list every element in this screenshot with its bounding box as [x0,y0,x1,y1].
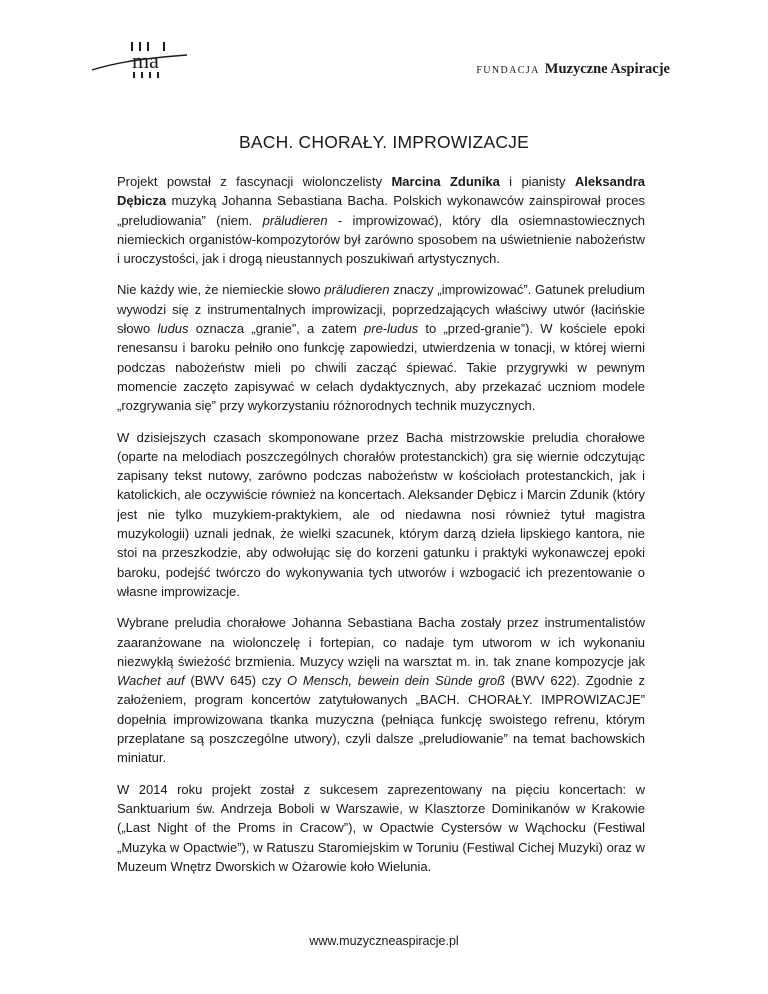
brand-name: Muzyczne Aspiracje [544,61,670,77]
italic-term: präludieren [324,282,390,298]
logo-lettering: ma [132,48,159,73]
paragraph [117,428,645,602]
italic-term: pre-ludus [364,321,419,337]
text-run: - improwizować), który dla osiemnastowiecznych niemieckich organistów-kompozytorów był zarówno sposobem na uświetnienie nabożeństw i uroczystości, jak i drogą nieustannych poszukiwań artystycznych. [117,212,645,267]
text-run: oznacza „granie”, a zatem [188,321,365,337]
text-run: Wybrane preludia chorałowe Johanna Sebastiana Bacha zostały przez instrumentalistów zaaranżowane na wiolonczelę i fortepian, co nadaje tym utworom w ich wykonaniu niezwykłą świeżość brzmienia. Muzycy wzięli na warsztat m. in. tak znane kompozycje jak [117,615,645,669]
text-run: Nie każdy wie, że niemieckie słowo [117,282,325,298]
brand-prefix: FUNDACJA [476,65,540,76]
italic-term: Wachet auf [117,673,185,689]
text-run: znaczy „improwizować”. Gatunek preludium wywodzi się z instrumentalnych improwizacji, poprzedzających właściwy utwór (łacińskie słowo [117,282,645,337]
foundation-logo [92,40,192,80]
paragraph [117,280,645,415]
text-run: W 2014 roku projekt został z sukcesem zaprezentowany na pięciu koncertach: w Sanktuarium św. Andrzeja Boboli w Warszawie, w Klasztorze Dominikanów w Krakowie („Last Night of the Proms in Cracow”), w Opactwie Cystersów w Wąchocku (Festiwal „Muzyka w Opactwie”), w Ratuszu Staromiejskim w Toruniu (Festiwal Cichej Muzyki) oraz w Muzeum Wnętrz Dworskich w Ożarowie koło Wielunia. [117,781,645,874]
italic-term: ludus [157,321,189,337]
text-run: Projekt powstał z fascynacji wiolonczelisty [117,174,392,189]
document-title: BACH. CHORAŁY. IMPROWIZACJE [239,132,529,152]
text-run: i pianisty [499,174,575,189]
document-body [117,172,645,888]
italic-term: präludieren [262,212,328,228]
logo-mark [92,40,192,80]
italic-term: O Mensch, bewein dein Sünde groß [287,673,506,689]
text-run: W dzisiejszych czasach skomponowane przez Bacha mistrzowskie preludia chorałowe (oparte na melodiach poszczególnych chorałów protestanckich) gra się wiernie odczytując zapisany tekst nutowy, zarówno podczas nabożeństw w kościołach protestanckich, jak i katolickich, ale oczywiście również na koncertach. Aleksander Dębicz i Marcin Zdunik (który jest nie tylko muzykiem-praktykiem, ale od niedawna nosi również tytuł magistra muzykologii) uznali jednak, że wielki szacunek, którym darzą dzieła lipskiego kantora, nie stoi na przeszkodzie, aby odwołując się do korzeni gatunku i praktyki wykonawczej epoki baroku, podejść twórczo do wykonywania tych utworów i wzbogacić ich prezentowanie o własne improwizacje. [117,429,645,599]
bold-name: Aleksandra Dębicza [117,174,645,209]
text-run: to „przed-granie”). W kościele epoki renesansu i baroku pełniło ono funkcję zapowiedzi, utwierdzenia w tonacji, w której wierni podczas nabożeństw mieli po chwili zacząć śpiewać. Takie przygrywki w pewnym momencie zaczęto zapisywać w celach dydaktycznych, aby przekazać uczniom modele „rozgrywania się” przy wykorzystaniu różnorodnych technik muzycznych. [117,321,645,414]
text-run: muzyką Johanna Sebastiana Bacha. Polskich wykonawców zainspirował proces „preludiowania” (niem. [117,193,645,228]
footer-url: www.muzyczneaspiracje.pl [309,934,459,948]
foundation-name [476,61,670,78]
paragraph [117,172,645,268]
paragraph [117,780,645,876]
text-run: (BWV 645) czy [184,673,288,689]
paragraph [117,613,645,767]
bold-name: Marcina Zdunika [391,174,500,189]
text-run: (BWV 622). Zgodnie z założeniem, program koncertów zatytułowanych „BACH. CHORAŁY. IMPROWIZACJE” dopełnia improwizowana tkanka muzyczna (pełniąca funkcję swoistego refrenu, którym przeplatane są poszczególne utwory), czyli dalsze „preludiowanie” na temat bachowskich miniatur. [117,673,645,766]
